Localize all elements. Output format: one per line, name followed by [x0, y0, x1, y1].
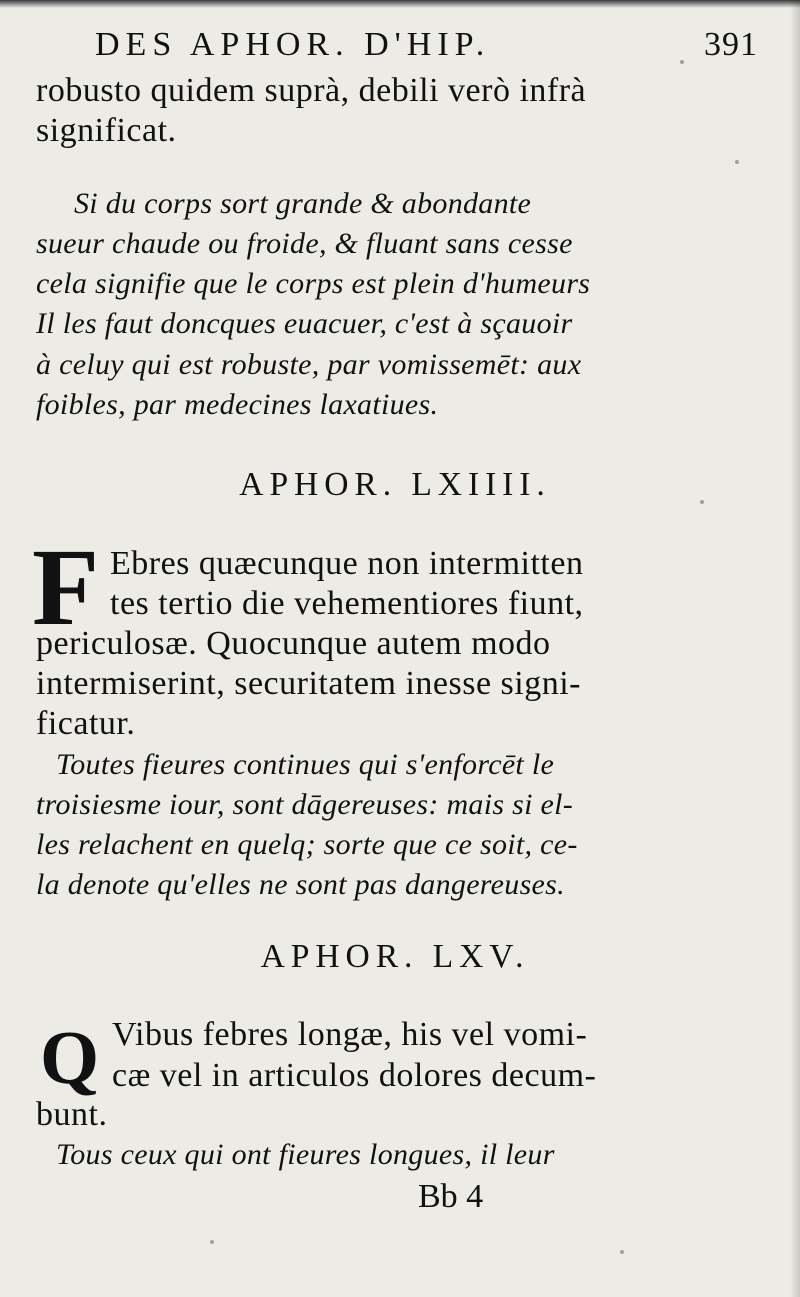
- drop-cap: F: [32, 526, 100, 648]
- signature-mark: Bb 4: [418, 1178, 484, 1215]
- page-right-edge-shadow: [790, 0, 800, 1297]
- paper-speck: [700, 500, 704, 504]
- french-line: les relachent en quelq; sorte que ce soit, ce-: [36, 828, 578, 861]
- french-line: cela signifie que le corps est plein d'humeurs: [36, 267, 591, 300]
- french-line: sueur chaude ou froide, & fluant sans cesse: [36, 227, 573, 260]
- running-title: DES APHOR. D'HIP.: [95, 26, 491, 63]
- french-line: troisiesme iour, sont dāgereuses: mais si el-: [36, 788, 574, 821]
- paper-speck: [210, 1240, 214, 1244]
- latin-line: intermiserint, securitatem inesse signi-: [36, 665, 581, 702]
- french-line: Il les faut doncques euacuer, c'est à sçauoir: [36, 307, 573, 340]
- latin-line: cæ vel in articulos dolores decum-: [112, 1057, 597, 1094]
- page-number: 391: [704, 26, 758, 63]
- latin-line: significat.: [36, 112, 177, 149]
- latin-line: robusto quidem suprà, debili verò infrà: [36, 72, 587, 109]
- aphorism-heading: APHOR. LXV.: [260, 938, 530, 975]
- latin-line: tes tertio die vehementiores fiunt,: [110, 585, 584, 622]
- paper-speck: [620, 1250, 624, 1254]
- latin-line: bunt.: [36, 1096, 108, 1133]
- french-line: à celuy qui est robuste, par vomissemēt: aux: [36, 348, 582, 381]
- drop-cap: Q: [40, 1016, 100, 1100]
- french-line: la denote qu'elles ne sont pas dangereuses.: [36, 868, 565, 901]
- french-line: Si du corps sort grande & abondante: [74, 187, 532, 220]
- french-line: Toutes fieures continues qui s'enforcēt le: [56, 748, 555, 781]
- latin-line: Vibus febres longæ, his vel vomi-: [112, 1016, 588, 1053]
- page-top-edge-shadow: [0, 0, 800, 8]
- latin-line: Ebres quæcunque non intermitten: [110, 545, 584, 582]
- latin-line: ficatur.: [36, 705, 136, 742]
- latin-line: periculosæ. Quocunque autem modo: [36, 625, 551, 662]
- aphorism-heading: APHOR. LXIIII.: [239, 466, 551, 503]
- french-line: Tous ceux qui ont fieures longues, il leur: [56, 1138, 555, 1171]
- paper-speck: [680, 60, 684, 64]
- french-line: foibles, par medecines laxatiues.: [36, 388, 439, 421]
- paper-speck: [735, 160, 739, 164]
